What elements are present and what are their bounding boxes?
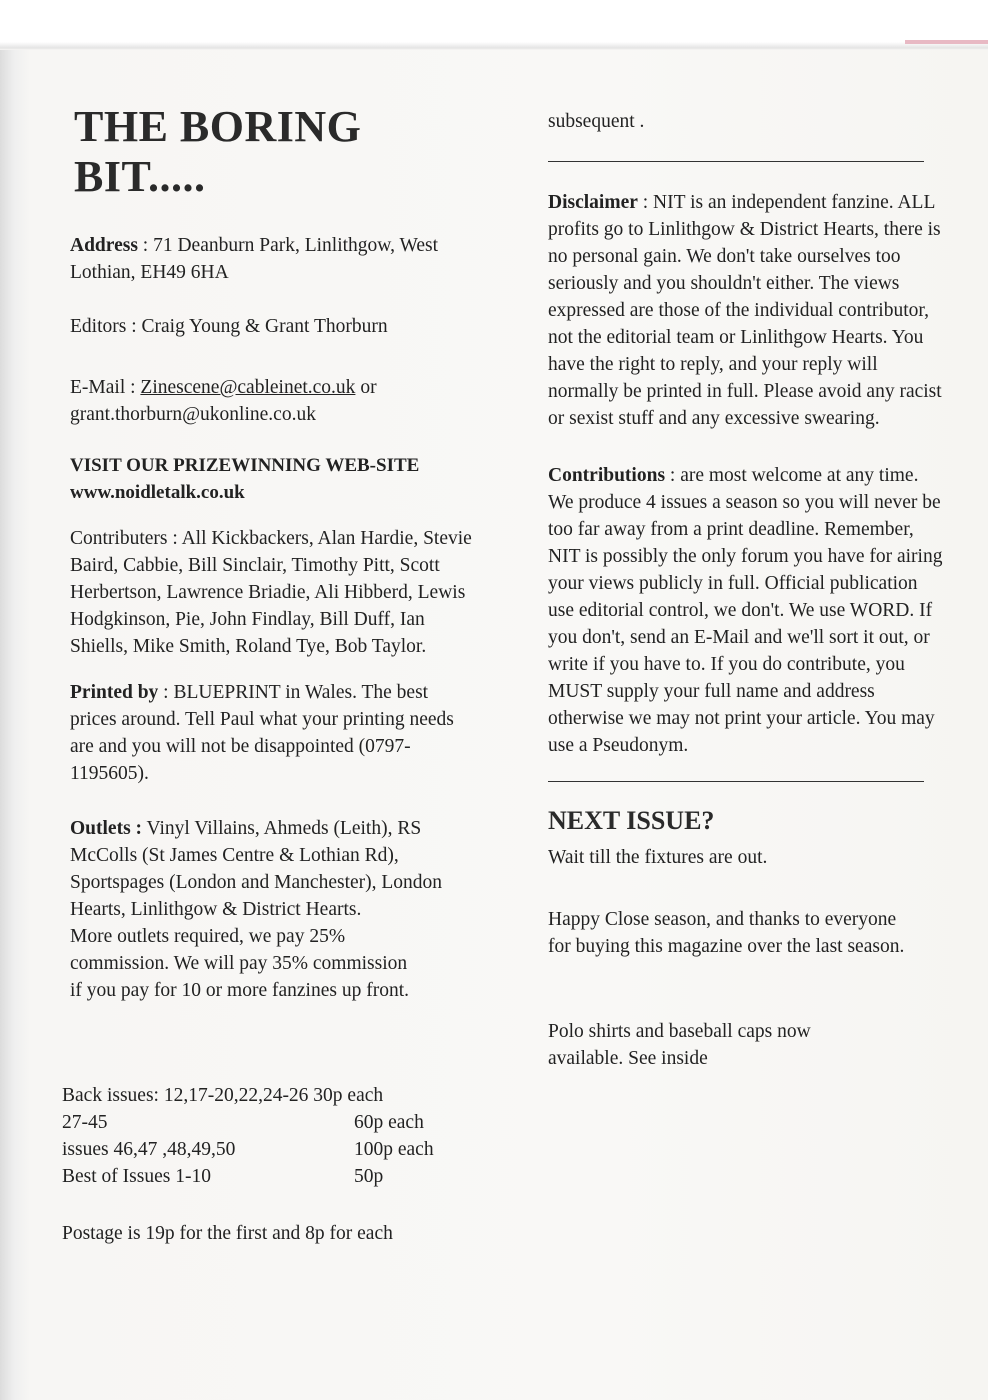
contributions-value: : are most welcome at any time. We produce 4 issues a season so you will never be too far away from a print deadline. Remember, NIT is possibly the only forum you have for airing your views publicly in full. Official publication use editorial control, we don't. We use WORD. If you don't, send an E-Mail and we'll sort it out, or write if you have to. If you do contribute, you MUST supply your full name and address otherwise we may not print your article. You may use a Pseudonym. [548, 465, 943, 756]
email-prefix: E-Mail : [70, 377, 141, 398]
page-edge-mark [905, 40, 988, 44]
outlets-value: Vinyl Villains, Ahmeds (Leith), RS McColls (St James Centre & Lothian Rd), Sportspages (London and Manchester), London Hearts, Linlithgow & District Hearts. [70, 818, 443, 920]
back-issues-row [62, 1082, 472, 1109]
email-secondary: grant.thorburn@ukonline.co.uk [70, 404, 316, 425]
contributions-label: Contributions [548, 465, 666, 486]
left-column [62, 102, 472, 1247]
back-issues-item: Best of Issues 1-10 [62, 1166, 211, 1187]
divider [548, 781, 924, 782]
address-paragraph [70, 232, 470, 286]
back-issues-list [62, 1082, 472, 1190]
disclaimer-value: : NIT is an independent fanzine. ALL profits go to Linlithgow & District Hearts, there is no personal gain. We don't take ourselves too seriously and you shouldn't either. The views expressed are those of the individual contributor, not the editorial team or Linlithgow Hearts. You have the right to reply, and your reply will normally be printed in full. Please avoid any racist or sexist stuff and any excessive swearing. [548, 192, 942, 429]
contributers-paragraph: Contributers : All Kickbackers, Alan Hardie, Stevie Baird, Cabbie, Bill Sinclair, Timothy Pitt, Scott Herbertson, Lawrence Briadie, Ali Hibberd, Lewis Hodgkinson, Pie, John Findlay, Bill Duff, Ian Shiells, Mike Smith, Roland Tye, Bob Taylor. [70, 528, 472, 657]
outlets-commission-paragraph: More outlets required, we pay 25% commission. We will pay 35% commission if you pay for 10 or more fanzines up front. [70, 926, 409, 1001]
back-issues-row [62, 1136, 472, 1163]
back-issues-price: 100p each [354, 1139, 434, 1160]
address-value: : 71 Deanburn Park, Linlithgow, West Lothian, EH49 6HA [70, 235, 439, 283]
back-issues-price: 50p [354, 1166, 384, 1187]
outlets-paragraph [70, 815, 470, 923]
website-link[interactable]: www.noidletalk.co.uk [70, 482, 245, 503]
back-issues-row [62, 1109, 472, 1136]
back-issues-item: issues 46,47 ,48,49,50 [62, 1139, 236, 1160]
editors-line: Editors : Craig Young & Grant Thorburn [70, 316, 388, 337]
right-column [548, 108, 948, 1072]
address-label: Address [70, 235, 138, 256]
next-issue-text: Wait till the fixtures are out. [548, 847, 768, 868]
back-issues-item: 27-45 [62, 1112, 108, 1133]
printed-by-value: : BLUEPRINT in Wales. The best prices around. Tell Paul what your printing needs are and you will not be disappointed (0797-1195605). [70, 682, 454, 784]
back-issues-item: Back issues: 12,17-20,22,24-26 30p each [62, 1085, 384, 1106]
page-top-edge [0, 0, 988, 50]
close-season-paragraph: Happy Close season, and thanks to everyone for buying this magazine over the last season. [548, 909, 905, 957]
email-paragraph [70, 374, 472, 428]
email-suffix: or [355, 377, 377, 398]
next-issue-heading: NEXT ISSUE? [548, 806, 715, 835]
contributions-paragraph [548, 462, 948, 759]
printed-by-paragraph [70, 679, 466, 787]
email-link[interactable]: Zinescene@cableinet.co.uk [140, 377, 356, 398]
title-line-1: THE BORING [74, 102, 362, 151]
disclaimer-paragraph [548, 189, 948, 432]
divider [548, 161, 924, 162]
outlets-label: Outlets : [70, 818, 143, 839]
website-heading: VISIT OUR PRIZEWINNING WEB-SITE [70, 455, 420, 476]
subsequent-text: subsequent . [548, 111, 645, 132]
back-issues-row [62, 1163, 472, 1190]
printed-by-label: Printed by [70, 682, 159, 703]
back-issues-price: 60p each [354, 1112, 424, 1133]
page-title [74, 102, 472, 202]
disclaimer-label: Disclaimer [548, 192, 638, 213]
postage-line: Postage is 19p for the first and 8p for each [62, 1223, 393, 1244]
title-line-2: BIT..... [74, 152, 206, 201]
merchandise-paragraph: Polo shirts and baseball caps now available. See inside [548, 1021, 811, 1069]
